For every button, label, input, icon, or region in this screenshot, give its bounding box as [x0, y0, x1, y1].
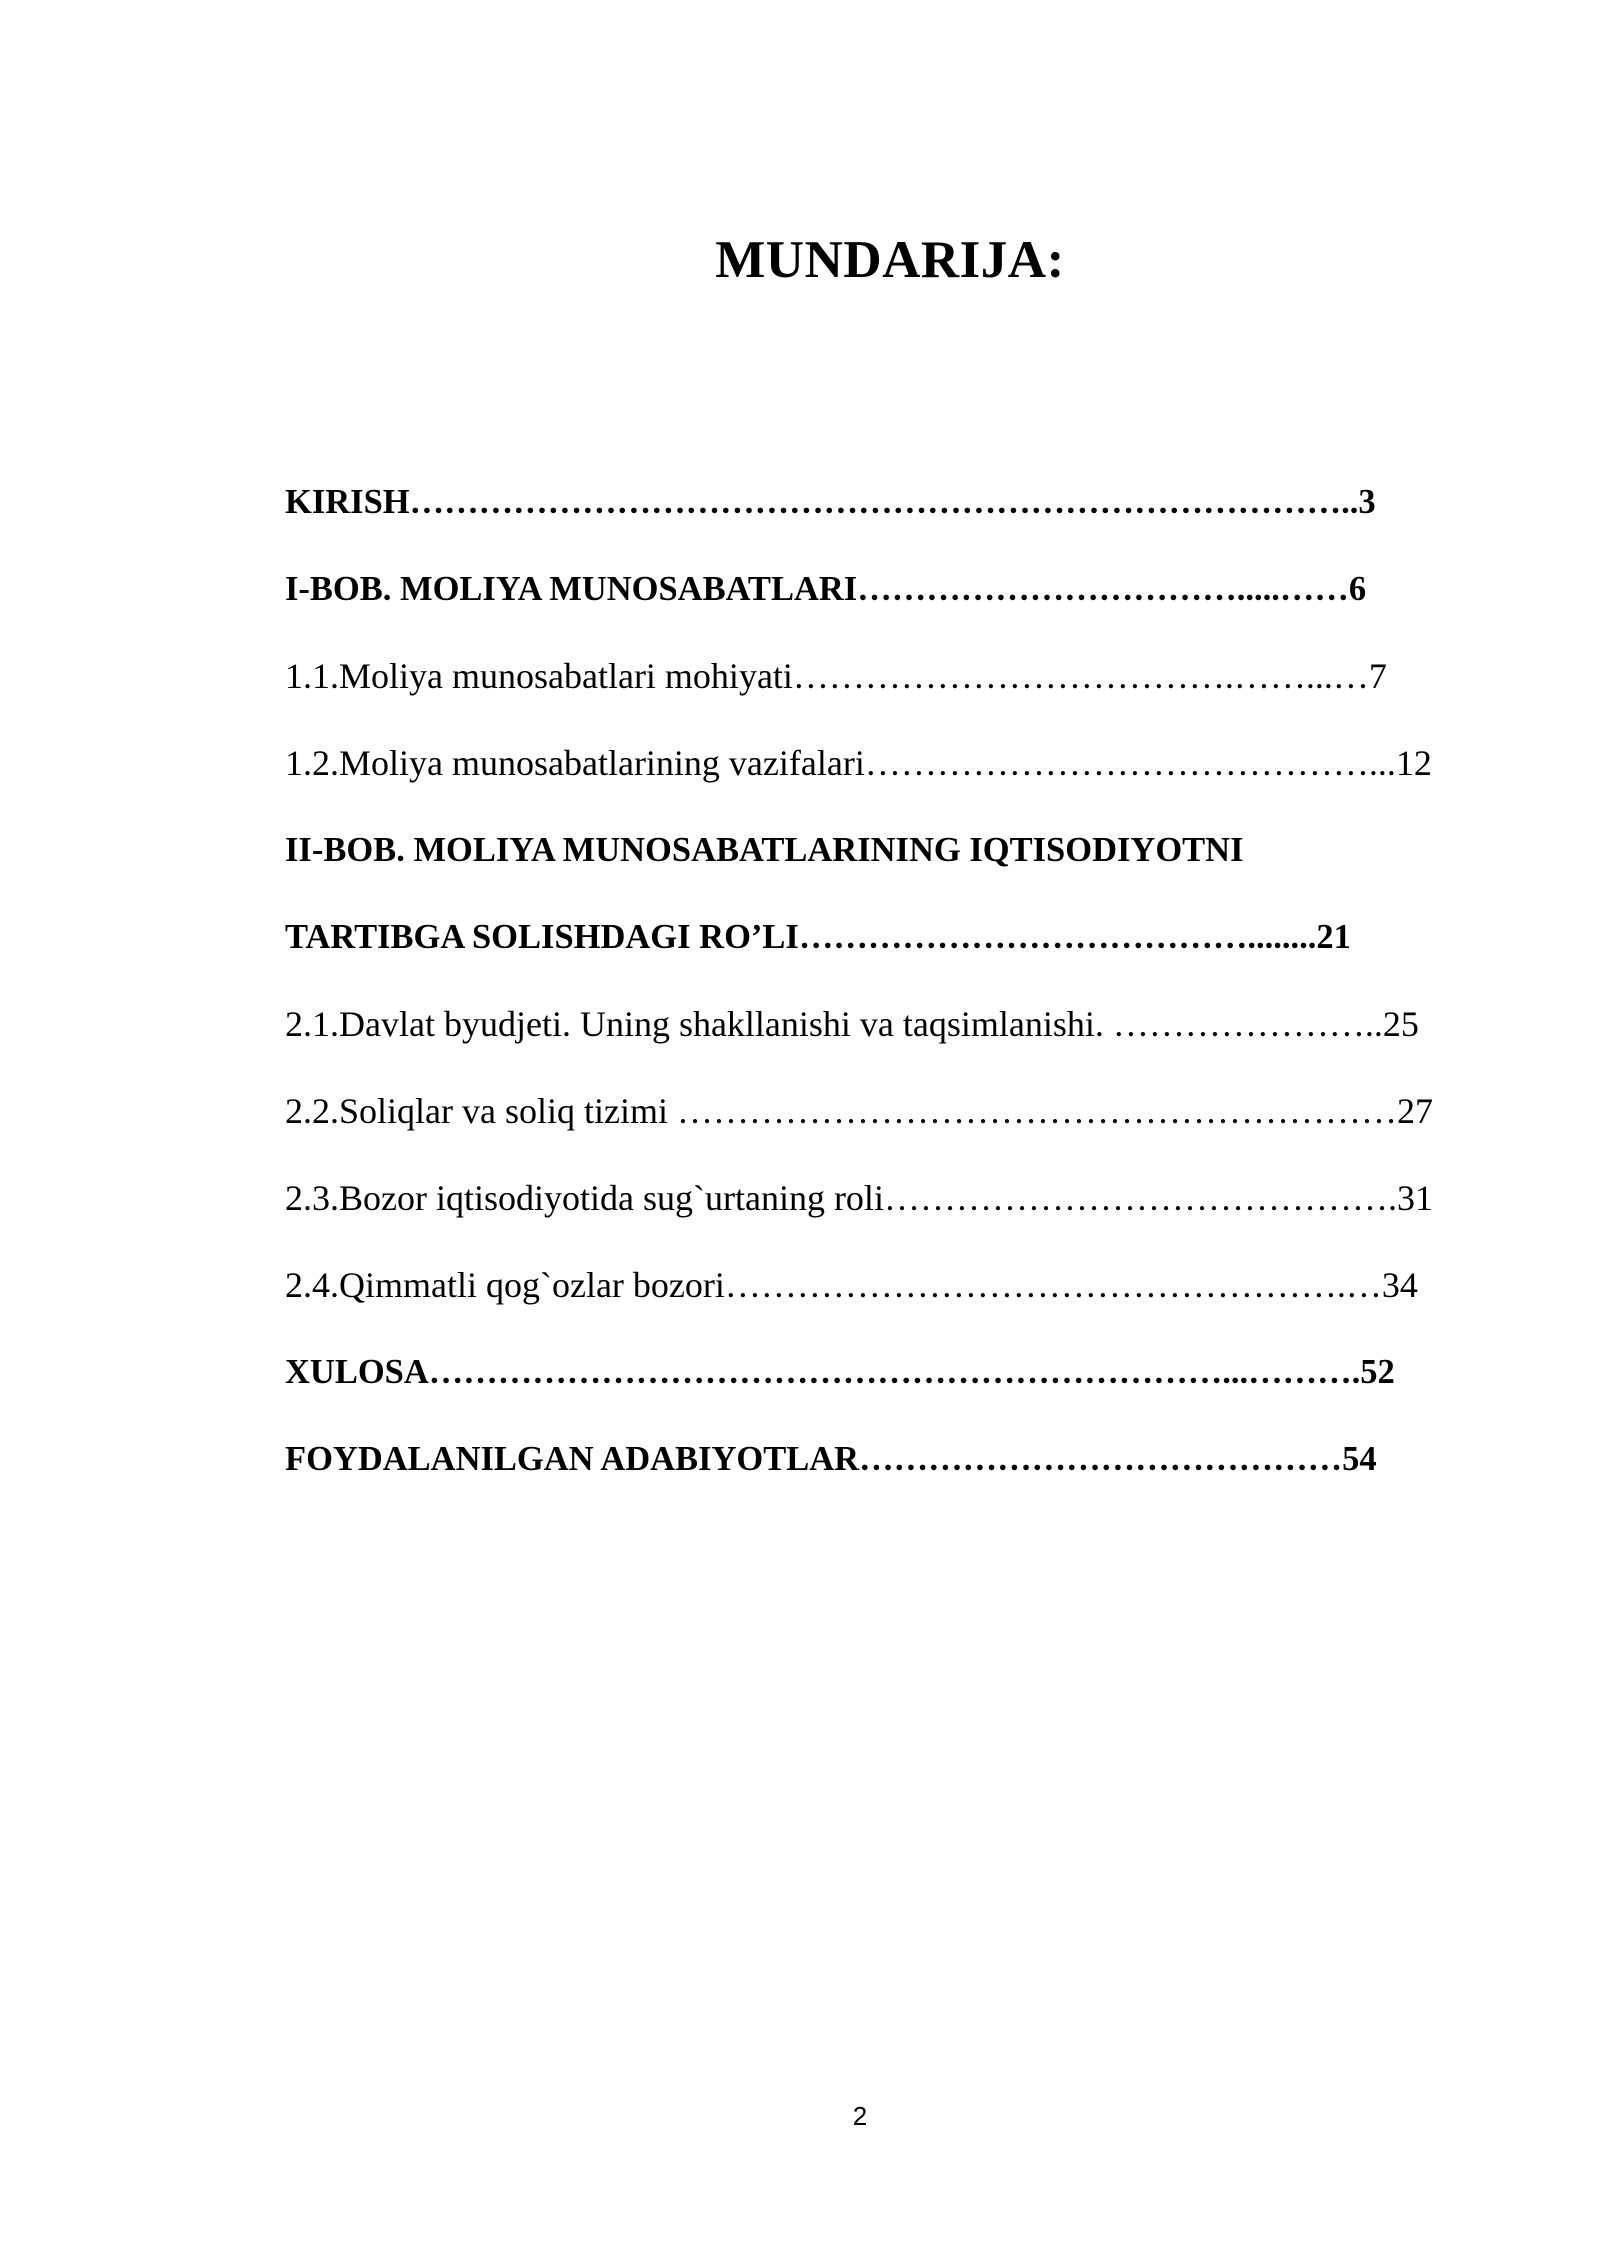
toc-entry-chapter-1: I-BOB. MOLIYA MUNOSABATLARI…………………………….....……6 [285, 570, 1367, 608]
table-of-contents [285, 470, 1505, 1514]
toc-entry-section-1-1: 1.1.Moliya munosabatlari mohiyati……………………………….……...…7 [285, 656, 1387, 696]
toc-entry-section-1-2: 1.2.Moliya munosabatlarining vazifalari……………………………………...12 [285, 743, 1432, 783]
toc-entry-section-2-1: 2.1.Davlat byudjeti. Uning shakllanishi va taqsimlanishi. …………………..25 [285, 1004, 1419, 1044]
toc-entry-chapter-2-line-2: TARTIBGA SOLISHDAGI RO’LI…………………………………........21 [285, 918, 1351, 956]
toc-entry-xulosa: XULOSA……………………………………………………………...……….52 [285, 1353, 1395, 1391]
page-number: 2 [852, 2101, 868, 2131]
toc-entry-chapter-2-line-1: II-BOB. MOLIYA MUNOSABATLARINING IQTISODIYOTNI [285, 831, 1244, 869]
toc-entry-bibliography: FOYDALANILGAN ADABIYOTLAR……………………………………54 [285, 1440, 1377, 1478]
toc-entry-section-2-3: 2.3.Bozor iqtisodiyotida sug`urtaning roli…………………………………….31 [285, 1178, 1433, 1218]
toc-entry-kirish: KIRISH………………………………………………………………………..3 [285, 483, 1376, 521]
page-title: MUNDARIJA: [715, 231, 1065, 289]
toc-entry-section-2-4: 2.4.Qimmatli qog`ozlar bozori…………………………………………….…34 [285, 1265, 1418, 1305]
toc-entry-section-2-2: 2.2.Soliqlar va soliq tizimi ……………………………………………………27 [285, 1091, 1433, 1131]
